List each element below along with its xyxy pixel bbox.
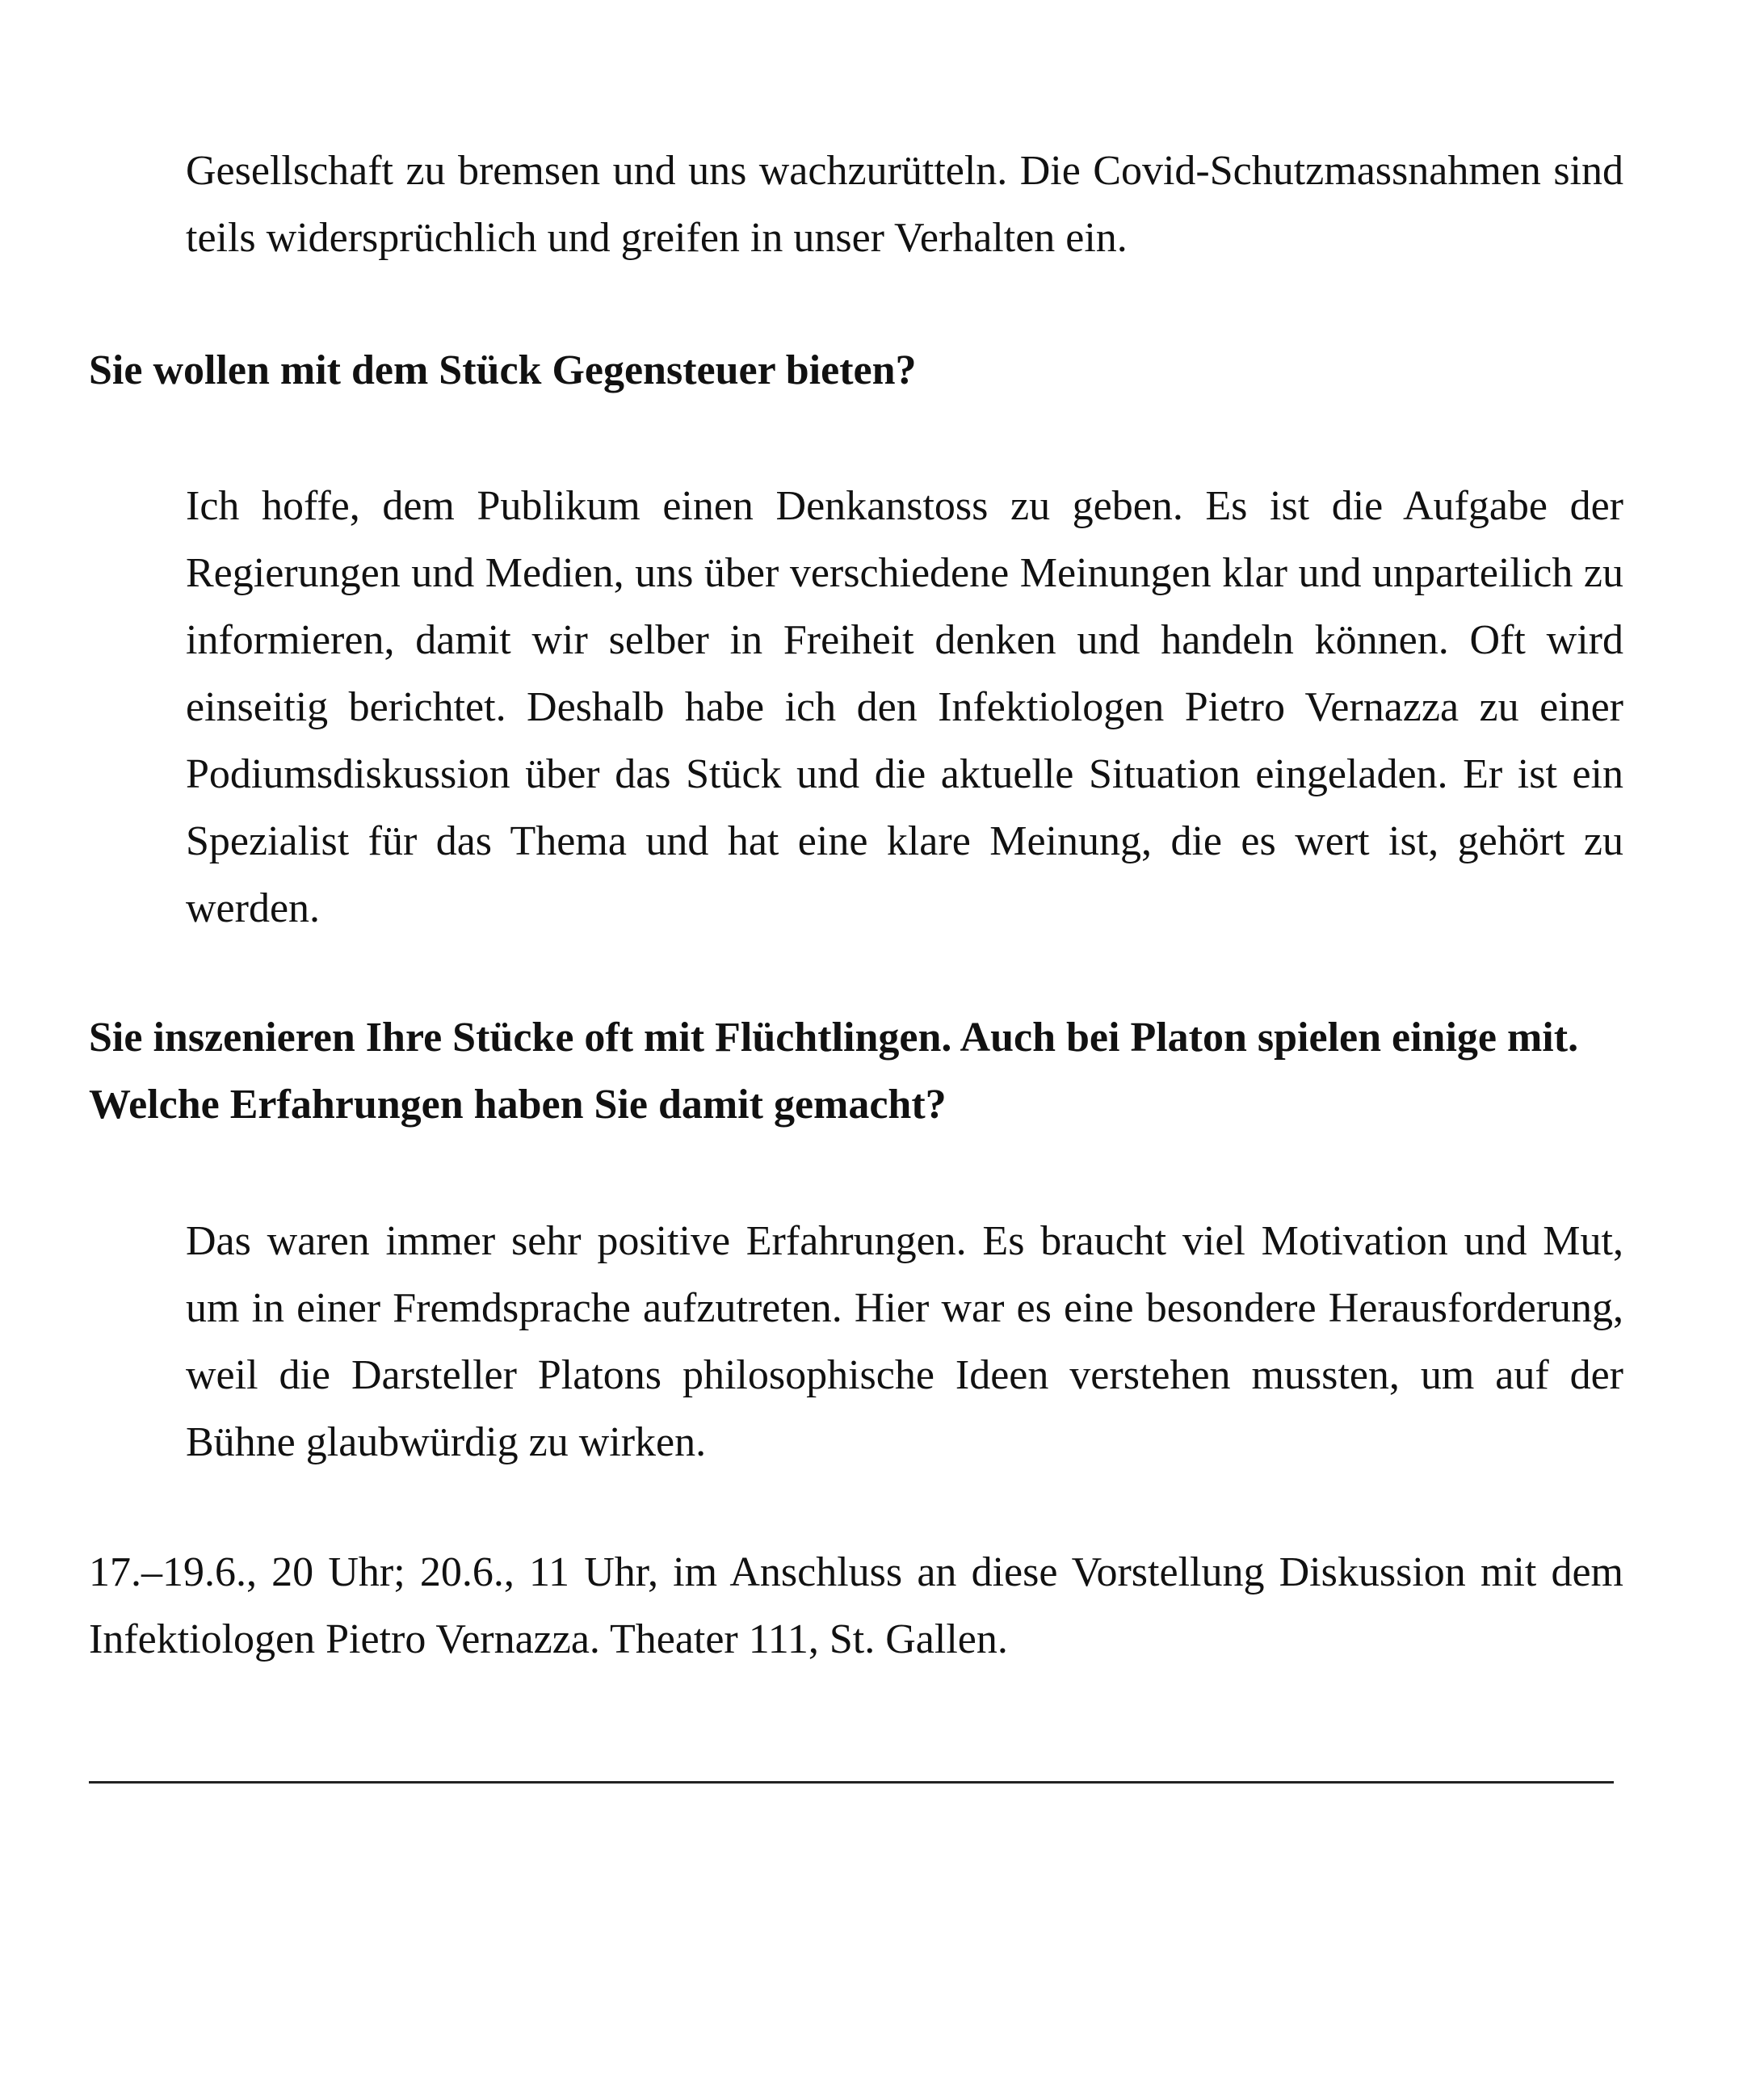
interview-question-1: Sie wollen mit dem Stück Gegensteuer bieten? [89,347,917,393]
intro-paragraph: Gesellschaft zu bremsen und uns wachzurütteln. Die Covid-Schutzmassnahmen sind teils widersprüchlich und greifen in unser Verhalten ein. [186,148,1623,261]
interview-answer-1: Ich hoffe, dem Publikum einen Denkanstoss zu geben. Es ist die Aufgabe der Regierungen und Medien, uns über verschiedene Meinungen klar und unparteilich zu informieren, damit wir selber in Freiheit denken und handeln können. Oft wird einseitig berichtet. Deshalb habe ich den Infektiologen Pietro Vernazza zu einer Podiumsdiskussion über das Stück und die aktuelle Situation eingeladen. Er ist ein Spezialist für das Thema und hat eine klare Meinung, die es wert ist, gehört zu werden. [186,483,1623,931]
event-info-paragraph: 17.–19.6., 20 Uhr; 20.6., 11 Uhr, im Anschluss an diese Vorstellung Diskussion mit dem Infektiologen Pietro Vernazza. Theater 111, St. Gallen. [89,1549,1623,1662]
interview-answer-2: Das waren immer sehr positive Erfahrungen. Es braucht viel Motivation und Mut, um in einer Fremdsprache aufzutreten. Hier war es eine besondere Herausforderung, weil die Darsteller Platons philosophische Ideen verstehen mussten, um auf der Bühne glaubwürdig zu wirken. [186,1218,1623,1465]
interview-question-2: Sie inszenieren Ihre Stücke oft mit Flüchtlingen. Auch bei Platon spielen einige mit. Welche Erfahrungen haben Sie damit gemacht? [89,1015,1579,1128]
separator-line [89,1781,1614,1784]
